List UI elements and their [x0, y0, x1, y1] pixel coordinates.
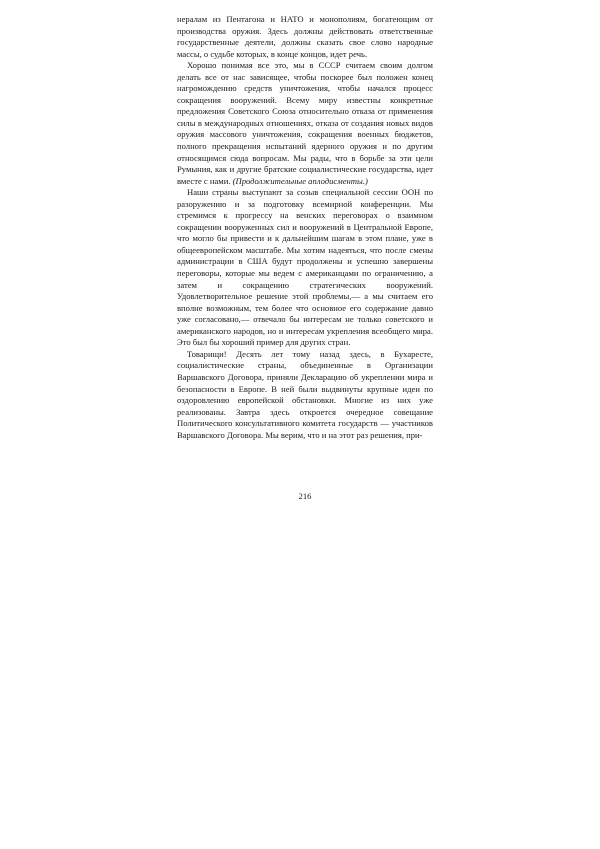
page-body	[177, 14, 433, 441]
paragraph-3	[177, 187, 433, 349]
paragraph-1	[177, 14, 433, 60]
page-number: 216	[298, 491, 312, 501]
paragraph-1-text: нералам из Пентагона и НАТО и монополиям, богатеющим от производства оружия. Здесь должны действовать ответственные государственные деятели, должны сказать свое слово народные массы, о судьбе которых, в конце концов, идет речь.	[177, 14, 433, 59]
paragraph-4-text: Товарищи! Десять лет тому назад здесь, в Бухаресте, социалистические страны, объединенные в Организации Варшавского Договора, приняли Декларацию об укреплении мира и безопасности в Европе. В ней были выдвинуты крупные идеи по оздоровлению европейской обстановки. Многие из них уже реализованы. Завтра здесь откроется очередное совещание Политического консультативного комитета государств — участников Варшавского Договора. Мы верим, что и на этот раз решения, при-	[177, 348, 433, 440]
paragraph-2	[177, 60, 433, 187]
paragraph-2-text: Хорошо понимая все это, мы в СССР считаем своим долгом делать все от нас зависящее, чтобы поскорее был положен конец нагромождению средств уничтожения, чтобы начался процесс сокращения вооружений. Всему миру известны конкретные предложения Советского Союза относительно отказа от применения силы в международных отношениях, отказа от создания новых видов оружия массового уничтожения, сокращения военных бюджетов, полного прекращения испытаний ядерного оружия и по другим относящимся сюда вопросам. Мы рады, что в борьбе за эти цели Румыния, как и другие братские социалистические государства, идет вместе с нами.	[177, 60, 433, 186]
paragraph-4	[177, 349, 433, 441]
applause-note: (Продолжительные аплодисменты.)	[232, 175, 368, 186]
paragraph-3-text: Наши страны выступают за созыв специальной сессии ООН по разоружению и за подготовку всемирной конференции. Мы стремимся к прогрессу на венских переговорах о взаимном сокращении вооруженных сил и вооружений в Центральной Европе, что могло бы привести и к дальнейшим шагам в этом плане, уже в общеевропейском масштабе. Мы хотим надеяться, что после смены администрации в США будут продолжены и успешно завершены переговоры, которые мы ведем с американцами по ограничению, а затем и сокращению стратегических вооружений. Удовлетворительное решение этой проблемы,— а мы считаем его вполне возможным, тем более что основное его содержание давно уже согласовано,— отвечало бы интересам не только советского и американского народов, но и интересам укрепления всеобщего мира. Это был бы хороший пример для других стран.	[177, 187, 433, 348]
